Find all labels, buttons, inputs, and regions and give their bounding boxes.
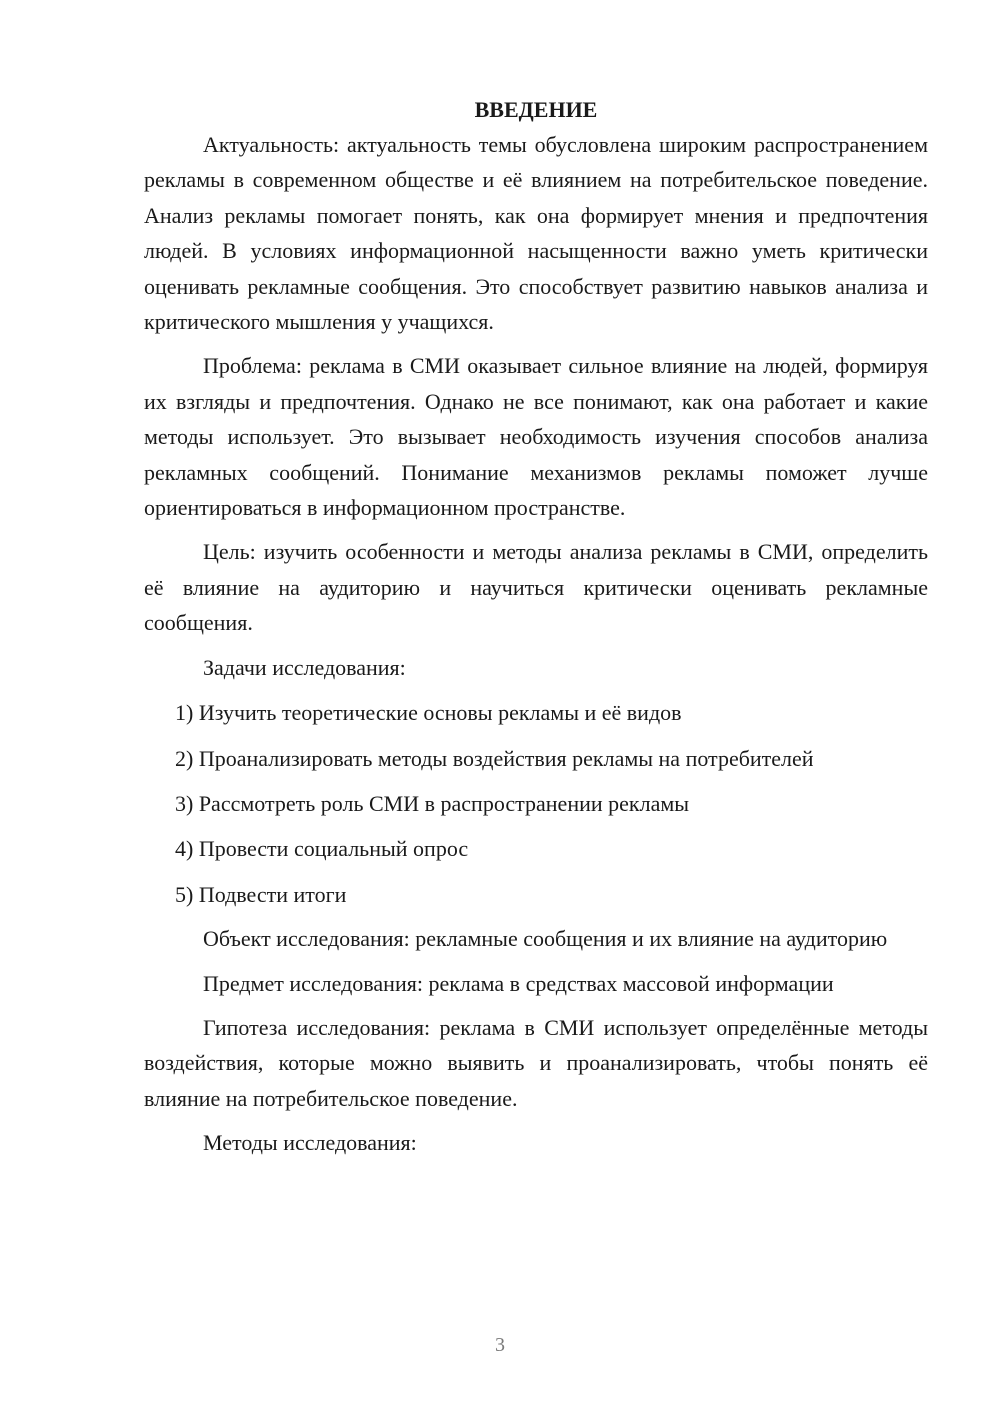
task-item: 5) Подвести итоги [175,881,347,907]
task-item: 1) Изучить теоретические основы рекламы и её видов [175,700,682,726]
problem-paragraph: Проблема: реклама в СМИ оказывает сильное влияние на людей, формируя их взгляды и предпочтения. Однако не все понимают, как она работает и какие методы использует. Это вызывает необходимость изучения способов анализа рекламных сообщений. Понимание механизмов рекламы поможет лучше ориентироваться в информационном пространстве. [144,353,928,521]
goal-paragraph: Цель: изучить особенности и методы анализа рекламы в СМИ, определить её влияние на аудиторию и научиться критически оценивать рекламные сообщения. [144,539,928,636]
task-item: 3) Рассмотреть роль СМИ в распространении рекламы [175,790,690,816]
task-item: 4) Провести социальный опрос [175,836,469,862]
subject-paragraph: Предмет исследования: реклама в средствах массовой информации [203,970,834,996]
tasks-list [144,695,928,912]
object-paragraph: Объект исследования: рекламные сообщения и их влияние на аудиторию [203,926,888,952]
task-item: 2) Проанализировать методы воздействия рекламы на потребителей [175,745,814,771]
page-number: 3 [495,1334,505,1356]
methods-title: Методы исследования: [203,1130,417,1156]
relevance-paragraph: Актуальность: актуальность темы обусловлена широким распространением рекламы в современном обществе и её влиянием на потребительское поведение. Анализ рекламы помогает понять, как она формирует мнения и предпочтения людей. В условиях информационной насыщенности важно уметь критически оценивать рекламные сообщения. Это способствует развитию навыков анализа и критического мышления у учащихся. [144,132,928,335]
page-title: ВВЕДЕНИЕ [474,97,598,122]
hypothesis-paragraph: Гипотеза исследования: реклама в СМИ использует определённые методы воздействия, которые можно выявить и проанализировать, чтобы понять её влияние на потребительское поведение. [144,1014,928,1111]
tasks-title: Задачи исследования: [203,654,406,680]
document-page [144,92,928,1161]
